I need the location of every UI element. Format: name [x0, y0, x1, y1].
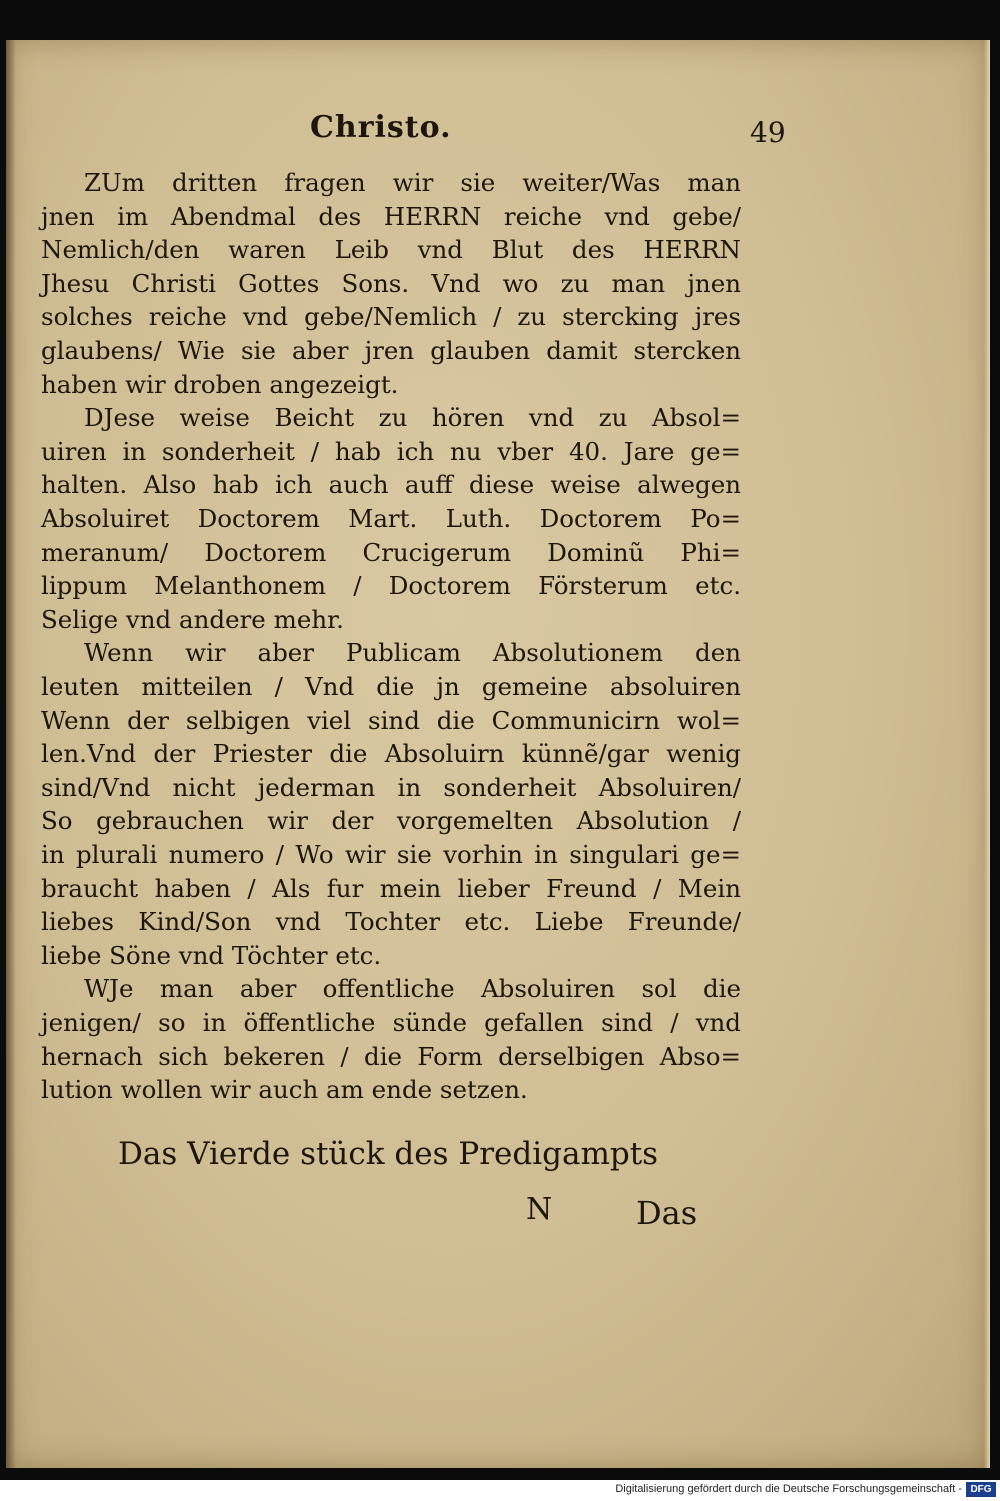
signature-mark: N	[526, 1192, 553, 1227]
book-page	[6, 40, 990, 1468]
text-line: DJese weise Beicht zu hören vnd zu Absol=	[84, 403, 741, 433]
page-gutter-shadow	[6, 40, 16, 1468]
text-line: len.Vnd der Priester die Absoluirn künnẽ/gar wenig	[41, 739, 741, 769]
text-line: hernach sich bekeren / die Form derselbigen Abso=	[41, 1041, 741, 1071]
text-line: leuten mitteilen / Vnd die jn gemeine absoluiren	[41, 672, 741, 701]
text-line: glaubens/ Wie sie aber jren glauben damit stercken	[41, 336, 741, 365]
text-line: braucht haben / Als fur mein lieber Freund / Mein	[41, 873, 741, 903]
text-line: lution wollen wir auch am ende setzen.	[41, 1075, 528, 1105]
text-line: liebe Söne vnd Töchter etc.	[41, 940, 382, 970]
text-line: liebes Kind/Son vnd Tochter etc. Liebe Freunde/	[41, 907, 741, 937]
text-line: jenigen/ so in öffentliche sünde gefallen sind / vnd	[41, 1008, 741, 1037]
page-number: 49	[750, 116, 786, 149]
section-heading: Das Vierde stück des Predigampts	[118, 1136, 659, 1172]
text-line: haben wir droben angezeigt.	[41, 369, 399, 399]
text-line: Jhesu Christi Gottes Sons. Vnd wo zu man jnen	[41, 268, 741, 298]
running-head: Christo.	[310, 110, 452, 145]
text-line: in plurali numero / Wo wir sie vorhin in singulari ge=	[41, 840, 741, 869]
catchword: Das	[636, 1194, 698, 1232]
text-line: So gebrauchen wir der vorgemelten Absolution /	[41, 806, 741, 836]
text-line: Wenn wir aber Publicam Absolutionem den	[84, 638, 741, 668]
text-line: halten. Also hab ich auch auff diese weise alwegen	[41, 470, 741, 500]
text-line: lippum Melanthonem / Doctorem Försterum etc.	[41, 571, 741, 601]
text-line: solches reiche vnd gebe/Nemlich / zu stercking jres	[41, 302, 741, 332]
page-edge-highlight	[984, 40, 990, 1468]
text-line: WJe man aber offentliche Absoluiren sol die	[84, 974, 741, 1004]
text-line: sind/Vnd nicht jederman in sonderheit Absoluiren/	[41, 772, 741, 802]
text-line: Wenn der selbigen viel sind die Communicirn wol=	[41, 705, 741, 735]
text-line: meranum/ Doctorem Crucigerum Dominũ Phi=	[41, 537, 741, 567]
text-line: Nemlich/den waren Leib vnd Blut des HERRN	[41, 235, 741, 265]
text-line: uiren in sonderheit / hab ich nu vber 40. Jare ge=	[41, 436, 741, 466]
text-line: jnen im Abendmal des HERRN reiche vnd gebe/	[41, 201, 741, 231]
text-line: Absoluiret Doctorem Mart. Luth. Doctorem Po=	[41, 504, 741, 533]
footer-credit: Digitalisierung gefördert durch die Deutsche Forschungsgemeinschaft -	[615, 1483, 962, 1495]
digitization-footer	[0, 1480, 1000, 1501]
text-line: Selige vnd andere mehr.	[41, 604, 344, 634]
text-line: ZUm dritten fragen wir sie weiter/Was man	[84, 168, 741, 197]
dfg-logo: DFG	[966, 1482, 996, 1497]
